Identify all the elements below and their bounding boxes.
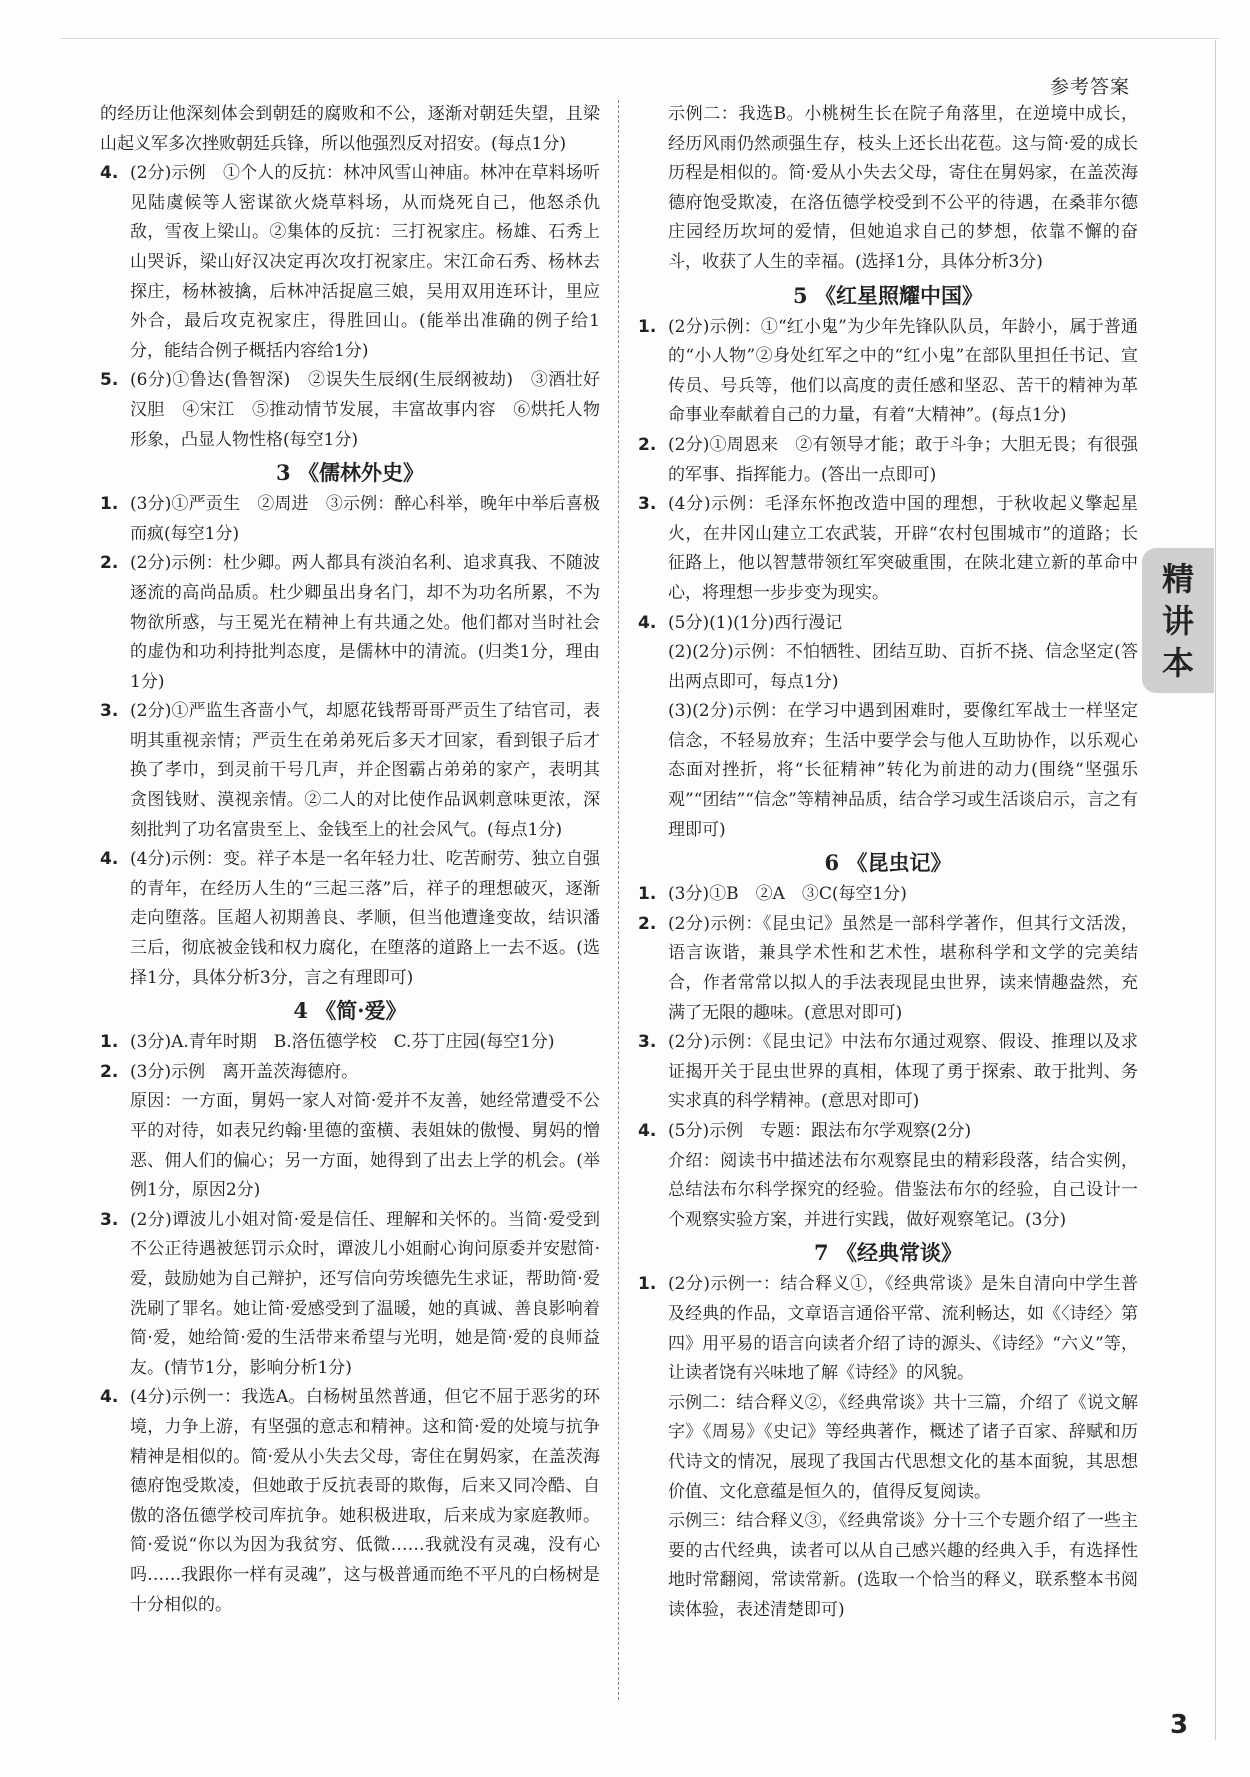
answer-text: (2分)①周恩来 ②有领导才能；敢于斗争；大胆无畏；有很强的军事、指挥能力。(答出一点即可) — [668, 434, 1138, 485]
answer-number: 1. — [638, 1274, 657, 1295]
answer-text: (2分)示例：《昆虫记》中法布尔通过观察、假设、推理以及求证揭开关于昆虫世界的真相，体现了勇于探索、敢于批判、务实求真的科学精神。(意思对即可) — [668, 1032, 1138, 1112]
answer-subtext: 示例二：结合释义②，《经典常谈》共十三篇，介绍了《说文解字》《周易》《史记》等经典著作，概述了诸子百家、辞赋和历代诗文的情况，展现了我国古代思想文化的基本面貌，其思想价值、文化意蕴是恒久的，值得反复阅读。 — [668, 1392, 1138, 1502]
answer-number: 4. — [100, 849, 119, 870]
answer-item — [100, 490, 600, 549]
answer-item — [638, 910, 1138, 1028]
side-tab-char: 本 — [1161, 643, 1194, 682]
answer-number: 2. — [638, 434, 657, 455]
answer-subtext: 介绍：阅读书中描述法布尔观察昆虫的精彩段落，结合实例，总结法布尔科学探究的经验。借鉴法布尔的经验，自己设计一个观察实验方案，并进行实践，做好观察笔记。(3分) — [668, 1150, 1138, 1230]
answer-text: (3分)示例 离开盖茨海德府。 — [130, 1061, 359, 1082]
section-title: 7 《经典常谈》 — [814, 1240, 962, 1266]
section-title: 5 《红星照耀中国》 — [793, 282, 983, 308]
answer-item — [638, 431, 1138, 490]
section-title: 6 《昆虫记》 — [824, 850, 952, 876]
answer-item — [100, 1028, 600, 1058]
answer-number: 4. — [638, 612, 657, 633]
column-divider — [618, 100, 619, 1700]
answer-text: (2分)示例一：结合释义①，《经典常谈》是朱自清向中学生普及经典的作品，文章语言通俗平常、流利畅达，如《〈诗经〉第四》用平易的语言向读者介绍了诗的源头、《诗经》“六义”等，让读者饶有兴味地了解《诗经》的风貌。 — [668, 1274, 1138, 1384]
answer-number: 4. — [100, 163, 119, 184]
answer-text: (3分)A.青年时期 B.洛伍德学校 C.芬丁庄园(每空1分) — [130, 1032, 555, 1053]
answer-item — [638, 313, 1138, 431]
answer-item — [100, 1383, 600, 1620]
answer-text: (5分)示例 专题：跟法布尔学观察(2分) — [668, 1121, 972, 1141]
answer-subtext: (2)(2分)示例：不怕牺牲、团结互助、百折不挠、信念坚定(答出两点即可，每点1分) — [668, 642, 1138, 692]
answer-number: 3. — [638, 1032, 657, 1053]
section-title: 4 《简·爱》 — [293, 998, 407, 1024]
answer-number: 2. — [100, 1061, 119, 1082]
header-label: 参考答案 — [1050, 76, 1131, 98]
answer-number: 3. — [100, 1209, 119, 1230]
answer-text: (2分)示例 ①个人的反抗：林冲风雪山神庙。林冲在草料场听见陆虞候等人密谋欲火烧草料场，从而烧死自己，他怒杀仇敌，雪夜上梁山。②集体的反抗：三打祝家庄。杨雄、石秀上山哭诉，梁山好汉决定再次攻打祝家庄。宋江命石秀、杨林去探庄，杨林被擒，后林冲活捉扈三娘，吴用双用连环计，里应外合，最后攻克祝家庄，得胜回山。(能举出准确的例子给1分，能结合例子概括内容给1分) — [130, 163, 600, 361]
continued-answer: 示例二：我选B。小桃树生长在院子角落里，在逆境中成长，经历风雨仍然顽强生存，枝头上还长出花苞。这与简·爱的成长历程是相似的。简·爱从小失去父母，寄住在舅妈家，在盖茨海德府饱受欺凌，在洛伍德学校受到不公平的待遇，在桑菲尔德庄园经历坎坷的爱情，但她追求自己的梦想，依靠不懈的奋斗，收获了人生的幸福。(选择1分，具体分析3分) — [668, 104, 1138, 272]
right-column — [638, 100, 1138, 1626]
answer-text: (2分)①严监生吝啬小气，却愿花钱帮哥哥严贡生了结官司，表明其重视亲情；严贡生在弟弟死后多天才回家，看到银子后才换了孝巾，到灵前干号几声，并企图霸占弟弟的家产，表明其贪图钱财、漠视亲情。②二人的对比使作品讽刺意味更浓，深刻批判了功名富贵至上、金钱至上的社会风气。(每点1分) — [130, 701, 600, 840]
answer-number: 3. — [100, 701, 119, 722]
answer-text: (5分)(1)(1分)西行漫记 — [668, 612, 843, 633]
answer-item — [638, 490, 1138, 608]
answer-number: 4. — [100, 1387, 119, 1408]
page-top-edge — [60, 38, 1220, 39]
answer-item — [100, 845, 600, 993]
page-right-edge — [1215, 40, 1216, 1740]
answer-item — [100, 697, 600, 845]
answer-item — [100, 1206, 600, 1384]
answer-text: (2分)谭波儿小姐对简·爱是信任、理解和关怀的。当简·爱受到不公正待遇被惩罚示众时，谭波儿小姐耐心询问原委并安慰简·爱，鼓励她为自己辩护，还写信向劳埃德先生求证，帮助简·爱洗刷了罪名。她让简·爱感受到了温暖，她的真诚、善良影响着简·爱，她给简·爱的生活带来希望与光明，她是简·爱的良师益友。(情节1分，影响分析1分) — [130, 1209, 600, 1378]
answer-number: 1. — [638, 316, 657, 337]
page-number: 3 — [1170, 1710, 1189, 1740]
answer-text: (4分)示例一：我选A。白杨树虽然普通，但它不屈于恶劣的环境，力争上游，有坚强的意志和精神。这和简·爱的处境与抗争精神是相似的。简·爱从小失去父母，寄住在舅妈家，在盖茨海德府饱受欺凌，但她敢于反抗表哥的欺侮，后来又同冷酷、自傲的洛伍德学校司库抗争。她积极进取，后来成为家庭教师。简·爱说“你以为因为我贫穷、低微……我就没有灵魂，没有心吗……我跟你一样有灵魂”，这与极普通而绝不平凡的白杨树是十分相似的。 — [130, 1387, 600, 1615]
answer-text: (2分)示例：《昆虫记》虽然是一部科学著作，但其行文活泼，语言诙谐，兼具学术性和艺术性，堪称科学和文学的完美结合，作者常常以拟人的手法表现昆虫世界，读来情趣盎然，充满了无限的趣味。(意思对即可) — [668, 913, 1138, 1023]
side-tab — [1142, 548, 1214, 693]
answer-number: 4. — [638, 1121, 657, 1141]
answer-number: 1. — [638, 884, 657, 905]
side-tab-char: 精 — [1161, 559, 1194, 598]
answer-item — [638, 880, 1138, 910]
side-tab-char: 讲 — [1161, 601, 1194, 640]
answer-subtext: (3)(2分)示例：在学习中遇到困难时，要像红军战士一样坚定信念，不轻易放弃；生活中要学会与他人互助协作，以乐观心态面对挫折，将“长征精神”转化为前进的动力(围绕“坚强乐观”“团结”“信念”等精神品质，结合学习或生活谈启示，言之有理即可) — [668, 701, 1138, 840]
section-title: 3 《儒林外史》 — [276, 460, 424, 486]
answer-text: (4分)示例：变。祥子本是一名年轻力壮、吃苦耐劳、独立自强的青年，在经历人生的“三起三落”后，祥子的理想破灭，逐渐走向堕落。匡超人初期善良、孝顺，但当他遭逢变故，结识潘三后，彻底被金钱和权力腐化，在堕落的道路上一去不返。(选择1分，具体分析3分，言之有理即可) — [130, 849, 600, 988]
answer-text: (3分)①严贡生 ②周进 ③示例：醉心科举，晚年中举后喜极而疯(每空1分) — [130, 494, 600, 544]
answer-item — [638, 1117, 1138, 1147]
answer-item — [100, 1058, 600, 1088]
answer-number: 2. — [638, 913, 657, 934]
answer-item — [100, 549, 600, 697]
answer-text: (2分)示例：杜少卿。两人都具有淡泊名利、追求真我、不随波逐流的高尚品质。杜少卿虽出身名门，却不为功名所累，不为物欲所惑，与王冕光在精神上有共通之处。他们都对当时社会的虚伪和功利持批判态度，是儒林中的清流。(归类1分，理由1分) — [130, 553, 600, 692]
answer-number: 1. — [100, 494, 119, 515]
answer-item — [638, 609, 1138, 639]
answer-item — [100, 366, 600, 455]
answer-text: (4分)示例：毛泽东怀抱改造中国的理想，于秋收起义擎起星火，在井冈山建立工农武装，开辟“农村包围城市”的道路；长征路上，他以智慧带领红军突破重围，在陕北建立新的革命中心，将理想一步步变为现实。 — [668, 494, 1138, 603]
answer-item — [638, 1028, 1138, 1117]
answer-number: 2. — [100, 553, 119, 574]
answer-text: (2分)示例：①“红小鬼”为少年先锋队队员，年龄小，属于普通的“小人物”②身处红军之中的“红小鬼”在部队里担任书记、宣传员、号兵等，他们以高度的责任感和坚忍、苦干的精神为革命事业奉献着自己的力量，有着“大精神”。(每点1分) — [668, 316, 1138, 426]
answer-subtext: 示例三：结合释义③，《经典常谈》分十三个专题介绍了一些主要的古代经典，读者可以从自己感兴趣的经典入手，有选择性地时常翻阅，常读常新。(选取一个恰当的释义，联系整本书阅读体验，表述清楚即可) — [668, 1511, 1138, 1620]
continued-answer: 的经历让他深刻体会到朝廷的腐败和不公，逐渐对朝廷失望，且梁山起义军多次挫败朝廷兵锋，所以他强烈反对招安。(每点1分) — [100, 104, 600, 154]
answer-item — [100, 159, 600, 366]
answer-number: 3. — [638, 494, 657, 515]
left-column — [100, 100, 600, 1620]
answer-text: (6分)①鲁达(鲁智深) ②误失生辰纲(生辰纲被劫) ③酒壮好汉胆 ④宋江 ⑤推动情节发展，丰富故事内容 ⑥烘托人物形象，凸显人物性格(每空1分) — [130, 370, 600, 450]
answer-subtext: 原因：一方面，舅妈一家人对简·爱并不友善，她经常遭受不公平的对待，如表兄约翰·里德的蛮横、表姐妹的傲慢、舅妈的憎恶、佣人们的偏心；另一方面，她得到了出去上学的机会。(举例1分，原因2分) — [130, 1091, 600, 1201]
answer-number: 1. — [100, 1032, 119, 1053]
answer-text: (3分)①B ②A ③C(每空1分) — [668, 884, 907, 905]
answer-item — [638, 1270, 1138, 1388]
answer-number: 5. — [100, 370, 119, 391]
